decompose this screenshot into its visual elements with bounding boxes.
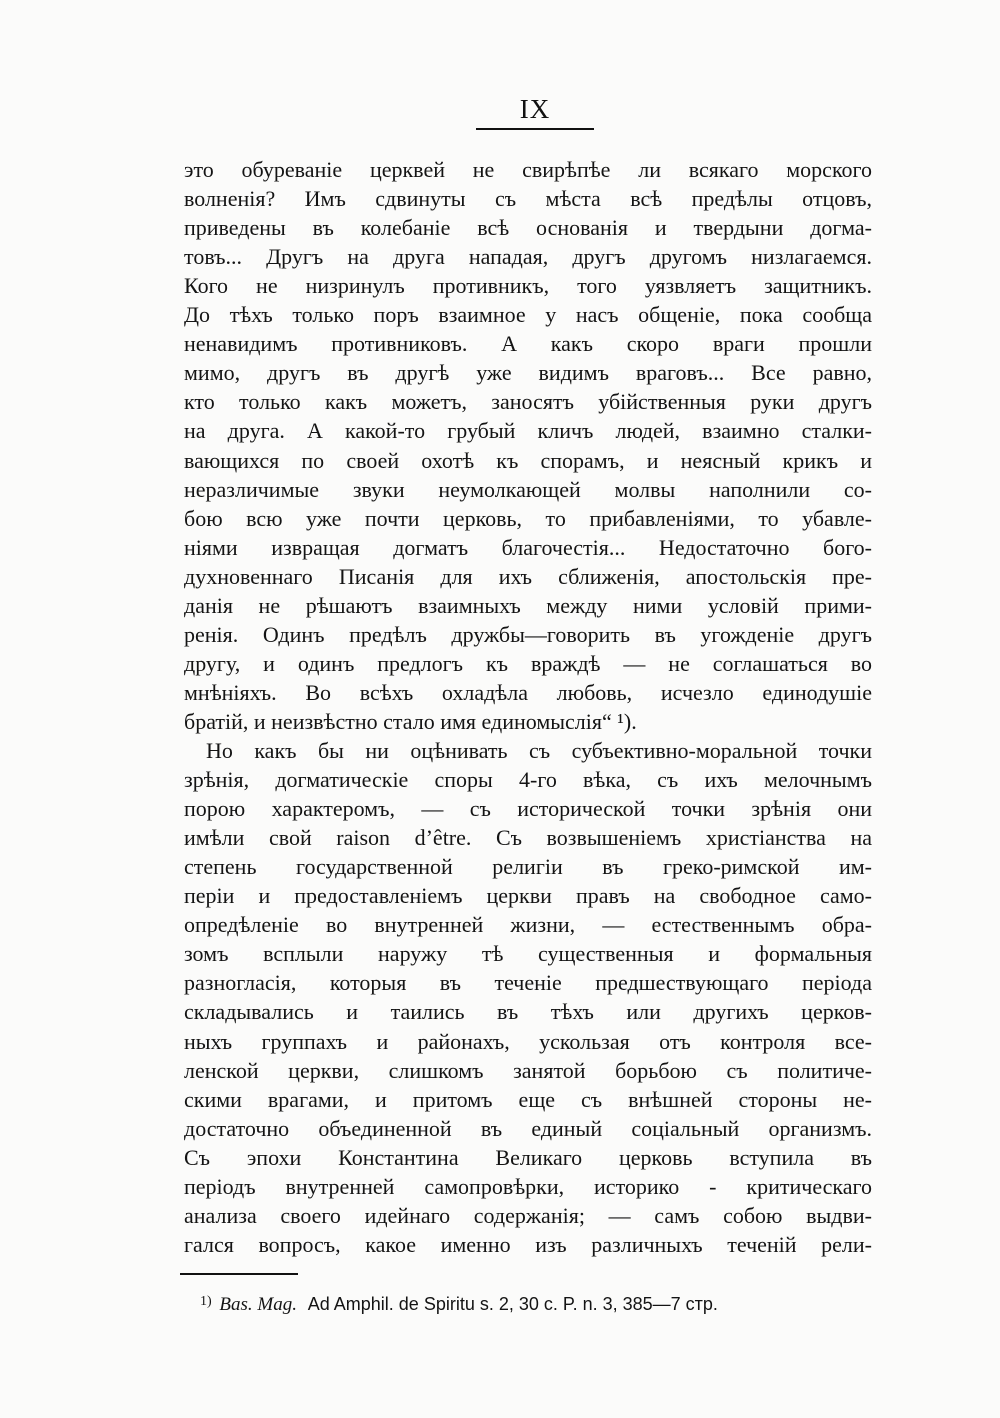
footnote-rule: [180, 1273, 298, 1275]
text-line: неразличимые звуки неумолкающей молвы наполнили со-: [184, 477, 872, 502]
text-line: это обуреваніе церквей не свирѣпѣе ли всякаго морского: [184, 157, 872, 182]
text-line: товъ... Другъ на друга нападая, другъ другомъ низлагаемся.: [184, 244, 872, 269]
text-line: духновеннаго Писанія для ихъ сближенія, апостольскія пре-: [184, 564, 872, 589]
text-line: волненія? Имъ сдвинуты съ мѣста всѣ предѣлы отцовъ,: [184, 186, 872, 211]
text-line: Но какъ бы ни оцѣнивать съ субъективно-моральной точки: [206, 738, 872, 763]
text-line: порою характеромъ, — съ исторической точки зрѣнія они: [184, 796, 872, 821]
text-line: мнѣніяхъ. Во всѣхъ охладѣла любовь, исчезло единодушіе: [184, 680, 872, 705]
text-line: анализа своего идейнаго содержанія; — самъ собою выдви-: [184, 1203, 872, 1228]
text-line: имѣли свой raison d’être. Съ возвышеніемъ христіанства на: [184, 825, 872, 850]
text-line: приведены въ колебаніе всѣ основанія и твердыни догма-: [184, 215, 872, 240]
text-line: зрѣнія, догматическіе споры 4-го вѣка, съ ихъ мелочнымъ: [184, 767, 872, 792]
footnote-reference: Ad Amphil. de Spiritu s. 2, 30 c. P. n. 3, 385—7 стр.: [307, 1294, 718, 1314]
footnote-mark: 1): [200, 1294, 212, 1309]
text-line: на друга. А какой-то грубый кличъ людей, взаимно сталки-: [184, 418, 872, 443]
text-line: ніями извращая догматъ благочестія... Недостаточно бого-: [184, 535, 872, 560]
text-line: мимо, другъ въ другѣ уже видимъ враговъ... Все равно,: [184, 360, 872, 385]
text-line: ленской церкви, слишкомъ занятой борьбою съ политиче-: [184, 1058, 872, 1083]
text-line: До тѣхъ только поръ взаимное у насъ общеніе, пока сообща: [184, 302, 872, 327]
text-line: вающихся по своей охотѣ къ спорамъ, и неясный крикъ и: [184, 448, 872, 473]
text-line: кто только какъ можетъ, заносятъ убійственныя руки другъ: [184, 389, 872, 414]
text-line: періи и предоставленіемъ церкви правъ на свободное само-: [184, 883, 872, 908]
header-rule: [476, 128, 594, 130]
text-line: данія не рѣшаютъ взаимныхъ между ними условій прими-: [184, 593, 872, 618]
text-line: опредѣленіе во внутренней жизни, — естественнымъ обра-: [184, 912, 872, 937]
text-line: степень государственной религіи въ греко-римской им-: [184, 854, 872, 879]
text-line: Съ эпохи Константина Великаго церковь вступила въ: [184, 1145, 872, 1170]
text-line: Кого не низринулъ противникъ, того уязвляетъ защитникъ.: [184, 273, 872, 298]
footnote: [200, 1290, 718, 1317]
page-number: IX: [519, 94, 551, 124]
text-line: гался вопросъ, какое именно изъ различныхъ теченій рели-: [184, 1232, 872, 1257]
text-line: братій, и неизвѣстно стало имя единомыслія“ ¹).: [184, 709, 637, 734]
text-line: ныхъ группахъ и районахъ, ускользая отъ контроля все-: [184, 1029, 872, 1054]
text-line: скими врагами, и притомъ еще съ внѣшней стороны не-: [184, 1087, 872, 1112]
text-line: ренія. Одинъ предѣлъ дружбы—говорить въ угожденіе другъ: [184, 622, 872, 647]
text-line: другу, и одинъ предлогъ къ враждѣ — не соглашаться во: [184, 651, 872, 676]
footnote-author: Bas. Mag.: [219, 1294, 297, 1315]
text-line: бою всю уже почти церковь, то прибавленіями, то убавле-: [184, 506, 872, 531]
text-line: ненавидимъ противниковъ. А какъ скоро враги прошли: [184, 331, 872, 356]
text-line: достаточно объединенной въ единый соціальный организмъ.: [184, 1116, 872, 1141]
text-line: разногласія, которыя въ теченіе предшествующаго періода: [184, 970, 872, 995]
text-line: періодъ внутренней самопровѣрки, историко - критическаго: [184, 1174, 872, 1199]
text-line: складывались и таились въ тѣхъ или другихъ церков-: [184, 999, 872, 1024]
text-line: зомъ всплыли наружу тѣ существенныя и формальныя: [184, 941, 872, 966]
